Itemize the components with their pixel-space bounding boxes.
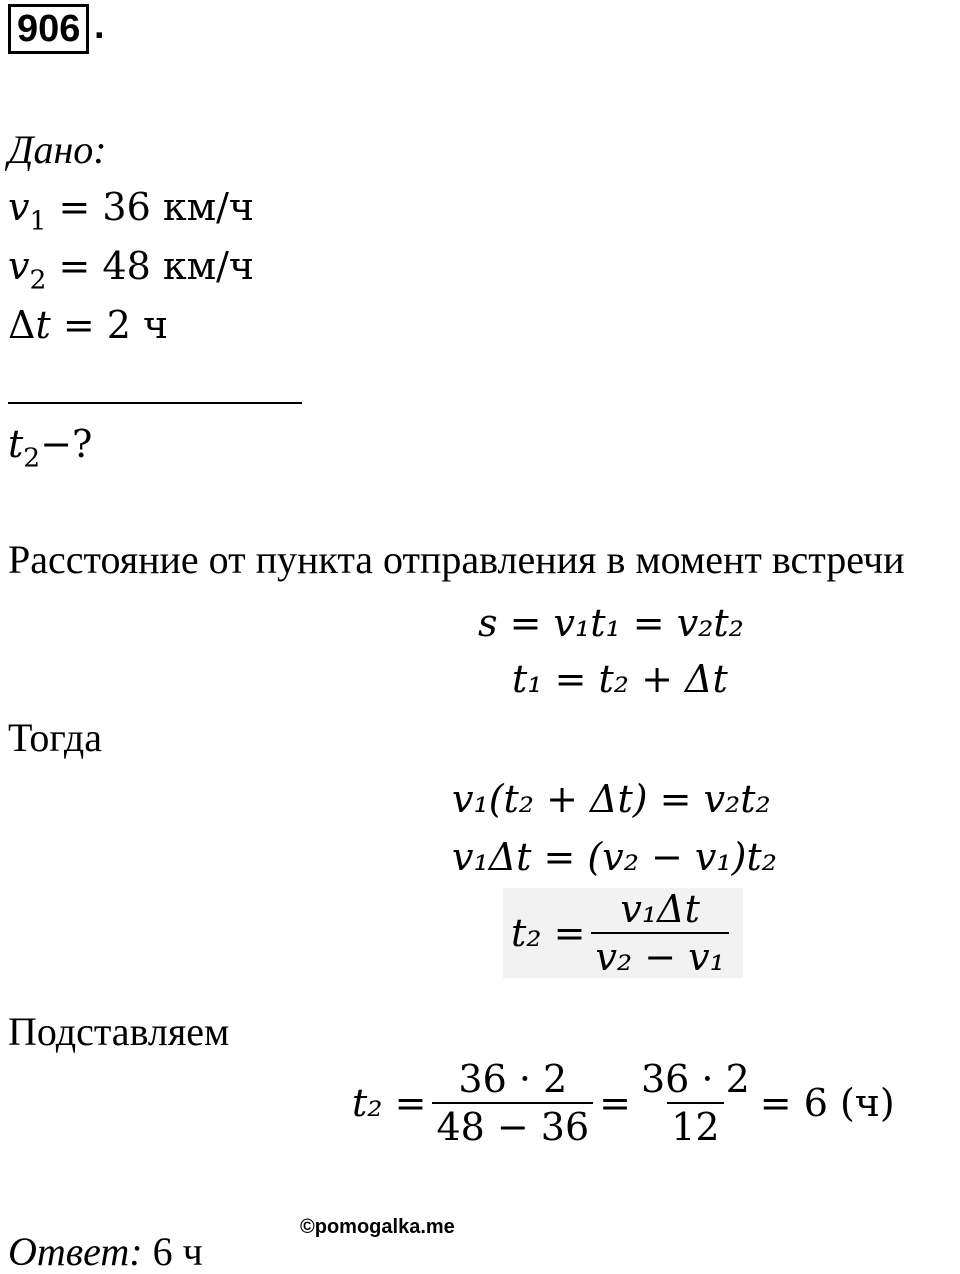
t2-question: −? <box>40 422 93 466</box>
then-label: Тогда <box>8 715 102 760</box>
dt-value: = 2 ч <box>50 303 169 347</box>
dt-delta: Δ <box>8 303 36 347</box>
problem-number-dot: . <box>94 5 105 47</box>
substitute-label: Подставляем <box>8 1009 230 1054</box>
t2-subscript: 2 <box>23 442 41 474</box>
equation-rearranged: v₁Δt = (v₂ − v₁)t₂ <box>452 835 777 879</box>
t2-formula-denominator: v₂ − v₁ <box>591 932 728 976</box>
numeric-numerator-2: 36 · 2 <box>641 1057 750 1101</box>
t2-formula-lhs: t₂ = <box>511 911 586 955</box>
find-t2 <box>8 422 93 474</box>
equation-t2-formula <box>503 888 743 978</box>
given-dt <box>8 303 169 347</box>
equation-time-relation: t₁ = t₂ + Δt <box>512 657 728 701</box>
numeric-numerator-1: 36 · 2 <box>458 1057 568 1101</box>
equation-substituted: v₁(t₂ + Δt) = v₂t₂ <box>452 777 771 821</box>
numeric-result: = 6 (ч) <box>759 1081 895 1125</box>
v2-subscript: 2 <box>29 264 47 296</box>
given-heading: Дано: <box>8 127 107 172</box>
numeric-equals: = <box>599 1081 631 1125</box>
t2-symbol: t <box>8 422 24 466</box>
answer <box>8 1229 203 1274</box>
numeric-denominator-2: 12 <box>667 1102 723 1146</box>
t2-formula-numerator: v₁Δt <box>620 887 700 931</box>
numeric-lhs: t₂ = <box>352 1081 427 1125</box>
numeric-fraction-2 <box>637 1057 754 1149</box>
numeric-denominator-1: 48 − 36 <box>432 1102 593 1146</box>
v2-value: = 48 км/ч <box>46 244 255 288</box>
numeric-fraction-1 <box>432 1057 593 1149</box>
v2-symbol: v <box>8 244 30 288</box>
watermark: ©pomogalka.me <box>300 1216 455 1238</box>
given-v1 <box>8 185 255 237</box>
v1-symbol: v <box>8 185 30 229</box>
equation-distance: s = v₁t₁ = v₂t₂ <box>478 601 744 645</box>
answer-label: Ответ: <box>8 1229 143 1274</box>
given-divider <box>8 402 302 404</box>
solution-intro: Расстояние от пункта отправления в момент встречи <box>8 537 905 582</box>
given-v2 <box>8 244 255 296</box>
equation-numeric <box>352 1057 895 1149</box>
v1-value: = 36 км/ч <box>46 185 255 229</box>
answer-value: 6 ч <box>152 1229 203 1274</box>
problem-number: 906 <box>8 4 89 54</box>
dt-symbol: t <box>35 303 51 347</box>
v1-subscript: 1 <box>29 205 47 237</box>
t2-formula-fraction <box>591 887 728 979</box>
